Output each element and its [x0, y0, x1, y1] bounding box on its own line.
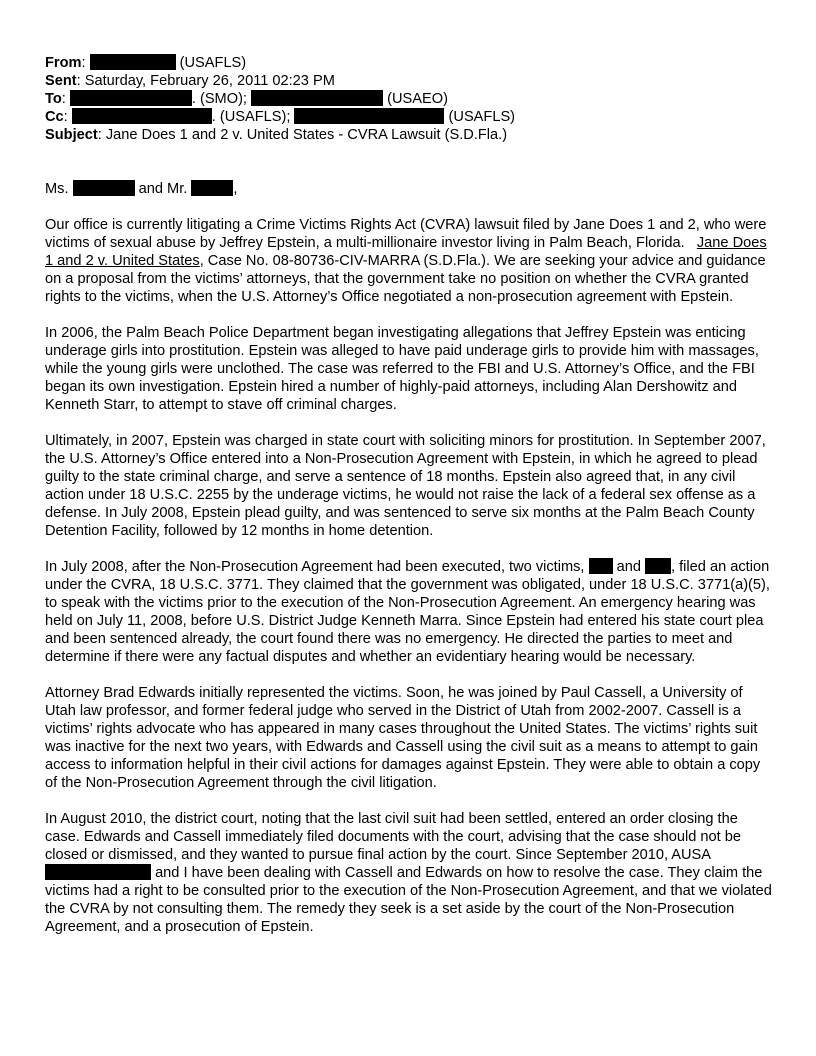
- paragraph-3: Ultimately, in 2007, Epstein was charged in state court with soliciting minors for prostitution. In September 2007, the U.S. Attorney’s Office entered into a Non-Prosecution Agreement with Epstein, in which he agreed to plead guilty to the state criminal charge, and serve a sentence of 18 months. Epstein also agreed that, in any civil action under 18 U.S.C. 2255 by the underage victims, he would not raise the lack of a federal sex offense as a defense. In July 2008, Epstein plead guilty, and was sentenced to serve six months at the Palm Beach County Detention Facility, followed by 12 months in home detention.: [45, 433, 766, 539]
- redaction-block: [251, 90, 383, 106]
- sent-label: Sent: [45, 73, 77, 89]
- paragraph-6: [45, 810, 773, 936]
- salutation-suffix: ,: [233, 181, 238, 197]
- from-line: From: (USAFLS): [45, 55, 247, 71]
- subject-value: Jane Does 1 and 2 v. United States - CVRA Lawsuit (S.D.Fla.): [105, 127, 508, 143]
- redaction-block: [191, 180, 233, 196]
- paragraph-4: [45, 558, 773, 666]
- sent-line: Sent: Saturday, February 26, 2011 02:23 PM: [45, 73, 335, 89]
- salutation-prefix: Ms.: [45, 181, 69, 197]
- subject-label: Subject: [45, 127, 98, 143]
- paragraph-2: In 2006, the Palm Beach Police Department began investigating allegations that Jeffrey Epstein was enticing underage girls into prostitution. Epstein was alleged to have paid underage girls to provide him with massages, while the young girls were unclothed. The case was referred to the FBI and U.S. Attorney’s Office, and the FBI began its own investigation. Epstein hired a number of highly-paid attorneys, including Alan Dershowitz and Kenneth Starr, to attempt to stave off criminal charges.: [45, 325, 759, 413]
- paragraph-1: [45, 216, 773, 306]
- case-name: Jane Does 1 and 2 v. United States: [45, 235, 767, 269]
- to-line: To: . (SMO); (USAEO): [45, 91, 448, 107]
- to-label: To: [45, 91, 62, 107]
- salutation: [45, 180, 773, 198]
- from-label: From: [45, 55, 82, 71]
- cc-suffix-1: . (USAFLS);: [211, 109, 291, 125]
- from-suffix: (USAFLS): [179, 55, 247, 71]
- redaction-block: [45, 864, 151, 880]
- redaction-block: [73, 180, 135, 196]
- cc-suffix-2: (USAFLS): [448, 109, 516, 125]
- spacer: [45, 144, 773, 180]
- redaction-block: [70, 90, 192, 106]
- paragraph-text: , filed an action under the CVRA, 18 U.S.C. 3771. They claimed that the government was obligated, under 18 U.S.C. 3771(a)(5), to speak with the victims prior to the execution of the Non-Prosecution Agreement. An emergency hearing was held on July 11, 2008, before U.S. District Judge Kenneth Marra. Since Epstein had entered his state court plea and been sentenced already, the court found there was no emergency. He directed the parties to meet and determine if there were any factual disputes and whether an evidentiary hearing would be necessary.: [45, 559, 770, 665]
- paragraph-text: and: [616, 559, 641, 575]
- to-suffix-2: (USAEO): [387, 91, 448, 107]
- to-suffix-1: . (SMO);: [191, 91, 247, 107]
- redaction-block: [645, 558, 671, 574]
- paragraph-text: , Case No. 08-80736-CIV-MARRA (S.D.Fla.). We are seeking your advice and guidance on a proposal from the victims’ attorneys, that the government take no position on whether the CVRA granted rights to the victims, when the U.S. Attorney’s Office negotiated a non-prosecution agreement with Epstein.: [45, 253, 766, 305]
- redaction-block: [72, 108, 212, 124]
- redaction-block: [589, 558, 613, 574]
- email-document: [45, 54, 773, 954]
- paragraph-text: and I have been dealing with Cassell and Edwards on how to resolve the case. They claim the victims had a right to be consulted prior to the execution of the Non-Prosecution Agreement, and that we violated the CVRA by not consulting them. The remedy they seek is a set aside by the court of the Non-Prosecution Agreement, and a prosecution of Epstein.: [45, 865, 772, 935]
- subject-line: Subject: Jane Does 1 and 2 v. United States - CVRA Lawsuit (S.D.Fla.): [45, 127, 508, 143]
- paragraph-text: In August 2010, the district court, noting that the last civil suit had been settled, entered an order closing the case. Edwards and Cassell immediately filed documents with the court, advising that the case should not be closed or dismissed, and they wanted to pursue final action by the court. Since September 2010, AUSA: [45, 811, 742, 863]
- paragraph-5: Attorney Brad Edwards initially represented the victims. Soon, he was joined by Paul Cassell, a University of Utah law professor, and former federal judge who served in the District of Utah from 2002-2007. Cassell is a victims’ rights advocate who has appeared in many cases throughout the United States. The victims’ rights suit was inactive for the next two years, with Edwards and Cassell using the civil suit as a means to attempt to gain access to information helpful in their civil actions for damages against Epstein. They were able to obtain a copy of the Non-Prosecution Agreement through the civil litigation.: [45, 685, 761, 791]
- salutation-middle: and Mr.: [138, 181, 188, 197]
- cc-line: Cc: . (USAFLS); (USAFLS): [45, 109, 516, 125]
- sent-value: Saturday, February 26, 2011 02:23 PM: [84, 73, 335, 89]
- paragraph-text: Our office is currently litigating a Crime Victims Rights Act (CVRA) lawsuit filed by Jane Does 1 and 2, who were victims of sexual abuse by Jeffrey Epstein, a multi-millionaire investor living in Palm Beach, Florida.: [45, 217, 767, 251]
- cc-label: Cc: [45, 109, 64, 125]
- paragraph-text: In July 2008, after the Non-Prosecution Agreement had been executed, two victims,: [45, 559, 585, 575]
- redaction-block: [294, 108, 444, 124]
- redaction-block: [90, 54, 176, 70]
